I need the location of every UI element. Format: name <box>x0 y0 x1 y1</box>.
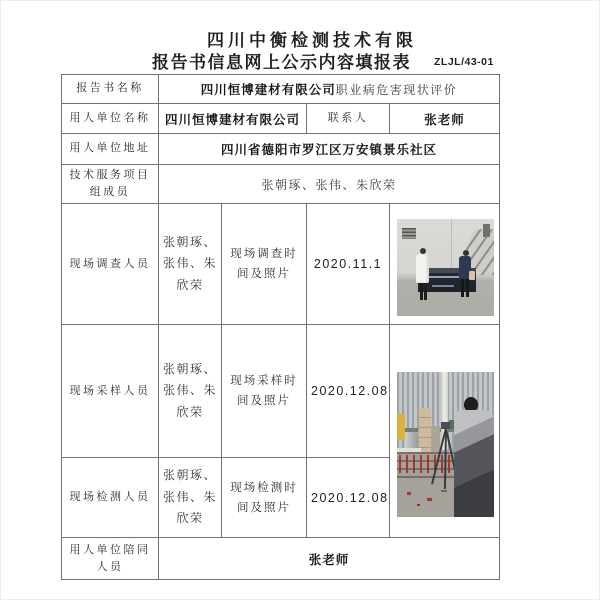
report-name-suffix: 职业病危害现状评价 <box>335 82 458 97</box>
row-report-name <box>62 75 500 104</box>
desk-sign-text-line <box>425 276 463 278</box>
cardboard-box <box>418 408 431 452</box>
floor-red-item2 <box>427 498 432 501</box>
floor-red-item3 <box>417 504 420 506</box>
person-left-leg2 <box>424 283 427 300</box>
site-sampling-label: 现场采样人员 <box>62 325 159 458</box>
site-testing-date: 2020.12.08 <box>307 458 390 538</box>
report-info-table <box>61 74 500 580</box>
floor-red-item <box>407 492 411 495</box>
site-testing-time-label: 现场检测时间及照片 <box>222 458 307 538</box>
site-survey-photo-cell <box>390 204 500 325</box>
person-right-leg2 <box>466 279 469 297</box>
row-project-team <box>62 165 500 204</box>
accompanying-value: 张老师 <box>159 538 500 580</box>
employer-name-label: 用人单位名称 <box>62 104 159 134</box>
row-employer-address <box>62 134 500 165</box>
report-name-value <box>159 75 500 104</box>
site-sampling-photo <box>397 372 494 517</box>
row-site-survey <box>62 204 500 325</box>
lobby-vent <box>402 228 416 239</box>
person-left-white-coat <box>416 254 429 283</box>
page-title-line2: 报告书信息网上公示内容填报表 <box>152 53 411 72</box>
worker-jacket <box>454 410 494 517</box>
lobby-wall-corner <box>451 219 452 274</box>
row-employer-name <box>62 104 500 134</box>
site-sampling-personnel: 张朝琢、张伟、朱欣荣 <box>159 325 222 458</box>
site-sampling-date: 2020.12.08 <box>307 325 390 458</box>
project-team-label: 技术服务项目组成员 <box>62 165 159 204</box>
row-accompanying <box>62 538 500 580</box>
contact-name-value: 张老师 <box>390 104 500 134</box>
report-name-label: 报告书名称 <box>62 75 159 104</box>
person-right-leg <box>461 279 464 297</box>
employer-address-value: 四川省德阳市罗江区万安镇景乐社区 <box>159 134 500 165</box>
lobby-doorway <box>483 224 490 237</box>
gray-box <box>431 426 440 452</box>
person-left-leg <box>420 283 423 300</box>
site-survey-personnel: 张朝琢、张伟、朱欣荣 <box>159 204 222 325</box>
site-survey-photo <box>397 219 494 316</box>
accompanying-label: 用人单位陪同人员 <box>62 538 159 580</box>
floor-debris <box>441 490 447 492</box>
site-survey-date: 2020.11.1 <box>307 204 390 325</box>
contact-label: 联系人 <box>307 104 390 134</box>
desk-sign-text-line2 <box>432 285 454 287</box>
person-right-bag <box>469 271 475 280</box>
site-testing-personnel: 张朝琢、张伟、朱欣荣 <box>159 458 222 538</box>
site-survey-label: 现场调查人员 <box>62 204 159 325</box>
report-name-company: 四川恒博建材有限公司 <box>200 82 336 97</box>
row-site-sampling <box>62 325 500 458</box>
page-title-line1: 四川中衡检测技术有限 <box>207 31 417 50</box>
form-code: ZLJL/43-01 <box>434 56 494 68</box>
site-sampling-photo-cell <box>390 325 500 538</box>
site-sampling-time-label: 现场采样时间及照片 <box>222 325 307 458</box>
employer-address-label: 用人单位地址 <box>62 134 159 165</box>
employer-name-value: 四川恒博建材有限公司 <box>159 104 307 134</box>
project-team-value: 张朝琢、张伟、朱欣荣 <box>159 165 500 204</box>
site-survey-time-label: 现场调查时间及照片 <box>222 204 307 325</box>
yellow-machine <box>397 414 405 440</box>
site-testing-label: 现场检测人员 <box>62 458 159 538</box>
red-hoses <box>399 455 455 473</box>
